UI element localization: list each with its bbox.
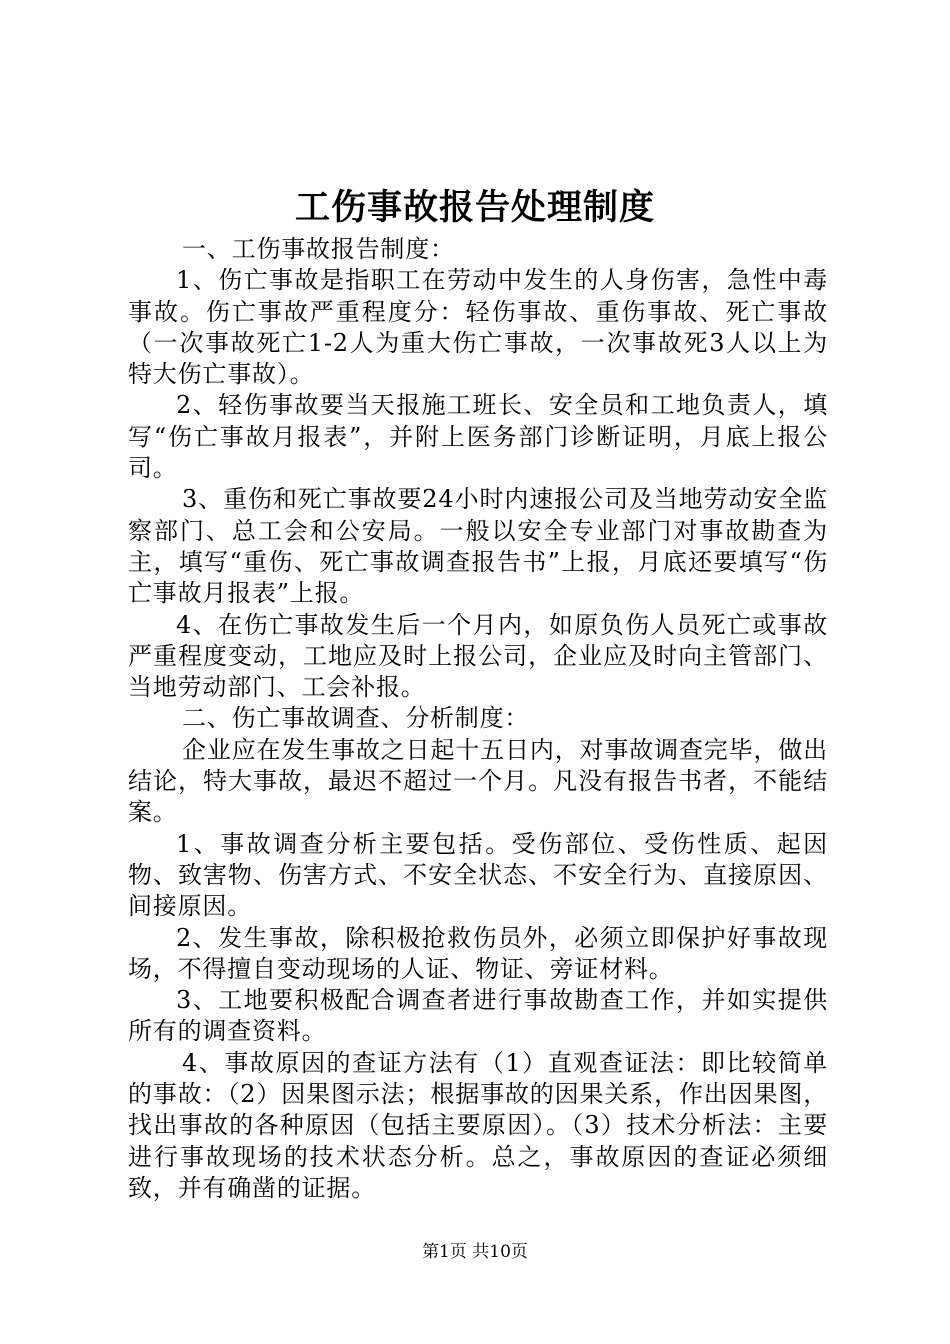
section-heading-investigation: 二、伤亡事故调查、分析制度： <box>182 704 530 733</box>
paragraph-7: 2、发生事故，除积极抢救伤员外，必须立即保护好事故现场，不得擅自变动现场的人证、物证、旁证材料。 <box>128 923 828 983</box>
page-number: 第1页 共10页 <box>422 1242 528 1262</box>
paragraph-5: 企业应在发生事故之日起十五日内，对事故调查完毕，做出结论，特大事故，最迟不超过一个月。凡没有报告书者，不能结案。 <box>128 735 828 827</box>
paragraph-8: 3、工地要积极配合调查者进行事故勘查工作，并如实提供所有的调查资料。 <box>128 986 828 1046</box>
paragraph-6: 1、事故调查分析主要包括。受伤部位、受伤性质、起因物、致害物、伤害方式、不安全状态、不安全行为、直接原因、间接原因。 <box>128 829 828 921</box>
document-title: 工伤事故报告处理制度 <box>294 187 655 228</box>
paragraph-2: 2、轻伤事故要当天报施工班长、安全员和工地负责人，填写“伤亡事故月报表”，并附上医务部门诊断证明，月底上报公司。 <box>128 391 828 483</box>
paragraph-3: 3、重伤和死亡事故要24小时内速报公司及当地劳动安全监察部门、总工会和公安局。一般以安全专业部门对事故勘查为主，填写“重伤、死亡事故调查报告书”上报，月底还要填写“伤亡事故月报表”上报。 <box>128 485 828 608</box>
paragraph-4: 4、在伤亡事故发生后一个月内，如原负伤人员死亡或事故严重程度变动，工地应及时上报公司，企业应及时向主管部门、当地劳动部门、工会补报。 <box>128 610 828 702</box>
section-heading-report: 一、工伤事故报告制度： <box>182 235 455 263</box>
paragraph-1: 1、伤亡事故是指职工在劳动中发生的人身伤害，急性中毒事故。伤亡事故严重程度分：轻伤事故、重伤事故、死亡事故（一次事故死亡1-2人为重大伤亡事故，一次事故死3人以上为特大伤亡事故）。 <box>128 266 828 389</box>
document-body <box>128 234 828 1204</box>
paragraph-9: 4、事故原因的查证方法有（1）直观查证法：即比较简单的事故：（2）因果图示法；根据事故的因果关系，作出因果图，找出事故的各种原因（包括主要原因）。（3）技术分析法：主要进行事故现场的技术状态分析。总之，事故原因的查证必须细致，并有确凿的证据。 <box>128 1048 828 1202</box>
